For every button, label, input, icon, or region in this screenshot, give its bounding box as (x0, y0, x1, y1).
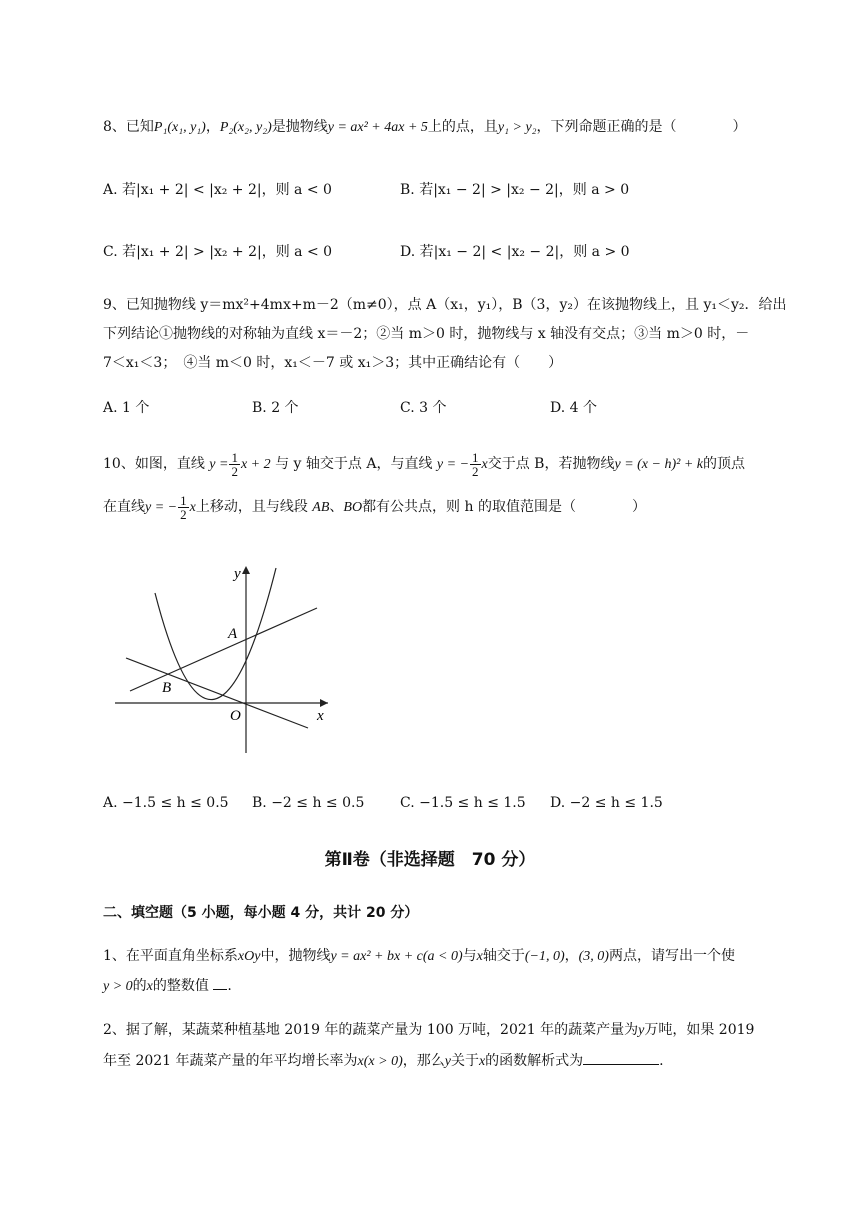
f1-text: 的 (132, 978, 147, 994)
f2-text: 万吨，如果 2019 (644, 1022, 755, 1038)
q10-line-2 (103, 493, 646, 522)
q10-option-c: C. −1.5 ≤ h ≤ 1.5 (400, 795, 526, 811)
q9-line-2: 下列结论①抛物线的对称轴为直线 x＝－2；②当 m＞0 时，抛物线与 x 轴没有交点；③当 m＞0 时，－ (103, 326, 750, 342)
label-y: y (234, 566, 241, 582)
q10-text: 、 (329, 499, 344, 515)
q8-parabola: y = ax² + 4ax + 5 (327, 120, 428, 135)
q10-eq: x + 2 (240, 457, 271, 472)
label-x: x (317, 708, 324, 724)
q8-point-p1: P₁(x₁, y₁) (153, 120, 206, 135)
q8-option-c: C. 若|x₁ + 2| > |x₂ + 2|，则 a < 0 (103, 244, 333, 260)
q10-eq: x (481, 457, 488, 472)
q9-option-a: A. 1 个 (103, 400, 150, 416)
f1-line-1 (103, 946, 735, 967)
q10-fraction (178, 494, 189, 521)
section-title: 二、填空题（5 小题，每小题 4 分，共计 20 分） (103, 905, 419, 921)
f2-text: 的函数解析式为 (485, 1053, 584, 1069)
part2-title: 第Ⅱ卷（非选择题 70 分） (324, 850, 536, 870)
f1-text: 两点，请写出一个使 (608, 948, 735, 964)
q10-figure (110, 558, 340, 758)
x-axis-arrow (320, 699, 328, 707)
f2-text: 年至 2021 年蔬菜产量的年平均增长率为 (103, 1053, 358, 1069)
q8-option-d: D. 若|x₁ − 2| < |x₂ − 2|，则 a > 0 (400, 244, 630, 260)
f2-math: y (638, 1023, 645, 1038)
line-ab (130, 608, 317, 691)
q10-fraction (229, 451, 240, 478)
f1-math: (−1, 0) (524, 949, 565, 964)
y-axis-arrow (242, 566, 250, 574)
f1-line-2 (103, 975, 232, 997)
f2-math: y (444, 1054, 451, 1069)
q10-option-b: B. −2 ≤ h ≤ 0.5 (252, 795, 365, 811)
line-bo (126, 658, 308, 728)
q9-line-1: 9、已知抛物线 y＝mx²+4mx+m－2（m≠0），点 A（x₁，y₁），B（3，y₂）在该抛物线上，且 y₁＜y₂．给出 (103, 297, 787, 313)
f1-text: 轴交于 (482, 948, 525, 964)
fraction-numerator: 1 (231, 449, 238, 465)
q8-condition: y₁ > y₂ (497, 120, 537, 135)
q9-option-d: D. 4 个 (550, 400, 597, 416)
q8-text: ，下列命题正确的是（ ） (536, 119, 747, 135)
f2-text: 关于 (450, 1053, 479, 1069)
q10-text: 在直线 (103, 499, 145, 515)
f1-math: y = ax² + bx + c(a < 0) (330, 949, 463, 964)
f1-text: . (227, 978, 232, 994)
fraction-denominator: 2 (231, 463, 238, 479)
q10-text: 都有公共点，则 h 的取值范围是（ ） (362, 499, 646, 515)
label-a: A (228, 626, 238, 642)
q10-text: 上移动，且与线段 (195, 499, 308, 515)
q10-option-d: D. −2 ≤ h ≤ 1.5 (550, 795, 663, 811)
fraction-denominator: 2 (180, 506, 187, 522)
f1-math: xOy (237, 949, 261, 964)
f2-line-2 (103, 1050, 664, 1072)
f1-text: 中，抛物线 (260, 948, 331, 964)
q9-option-b: B. 2 个 (252, 400, 299, 416)
q10-text: 交于点 B，若抛物线 (487, 456, 615, 472)
fraction-numerator: 1 (180, 492, 187, 508)
q10-segment-ab: AB (312, 500, 330, 515)
q10-text: 10、如图，直线 (103, 456, 205, 472)
q8-text: 8、已知 (103, 119, 154, 135)
q9-option-c: C. 3 个 (400, 400, 447, 416)
f2-line-1 (103, 1020, 754, 1041)
q10-eq: x (189, 500, 196, 515)
f2-math: x (478, 1054, 486, 1069)
answer-blank[interactable] (213, 975, 227, 990)
q10-line-1 (103, 450, 745, 479)
q10-eq: y = − (145, 500, 178, 515)
q8-stem (103, 117, 747, 138)
f1-text: 与 (462, 948, 477, 964)
fraction-numerator: 1 (472, 449, 479, 465)
q10-text: 的顶点 (703, 456, 745, 472)
q10-text: 与 y 轴交于点 A，与直线 (275, 456, 433, 472)
f1-math: x (476, 949, 483, 964)
q8-sep: ， (205, 119, 220, 135)
q9-line-3: 7＜x₁＜3； ④当 m＜0 时，x₁＜－7 或 x₁＞3；其中正确结论有（ ） (103, 355, 563, 371)
f1-text: 1、在平面直角坐标系 (103, 948, 238, 964)
f2-text: 2、据了解，某蔬菜种植基地 2019 年的蔬菜产量为 100 万吨，2021 年的蔬菜产量为 (103, 1022, 639, 1038)
q8-option-a: A. 若|x₁ + 2| < |x₂ + 2|，则 a < 0 (103, 182, 332, 198)
f1-math: x (146, 979, 153, 994)
q10-option-a: A. −1.5 ≤ h ≤ 0.5 (103, 795, 229, 811)
answer-blank[interactable] (583, 1050, 659, 1065)
f2-math: x(x > 0) (357, 1054, 403, 1069)
f2-text: ，那么 (402, 1053, 445, 1069)
q10-fraction (470, 451, 481, 478)
q10-segment-bo: BO (343, 500, 363, 515)
f2-text: . (659, 1053, 664, 1069)
q8-text: 是抛物线 (271, 119, 328, 135)
q10-eq: y = (x − h)² + k (614, 457, 703, 472)
q10-eq: y = (209, 457, 229, 472)
f1-text: ， (564, 948, 579, 964)
fraction-denominator: 2 (472, 463, 479, 479)
f1-math: (3, 0) (578, 949, 609, 964)
q10-eq: y = − (436, 457, 470, 472)
q8-option-b: B. 若|x₁ − 2| > |x₂ − 2|，则 a > 0 (400, 182, 630, 198)
q8-text: 上的点，且 (427, 119, 498, 135)
label-o: O (230, 708, 241, 724)
label-b: B (162, 680, 172, 696)
q8-point-p2: P₂(x₂, y₂) (219, 120, 272, 135)
f1-text: 的整数值 (152, 978, 209, 994)
f1-math: y > 0 (103, 979, 133, 994)
